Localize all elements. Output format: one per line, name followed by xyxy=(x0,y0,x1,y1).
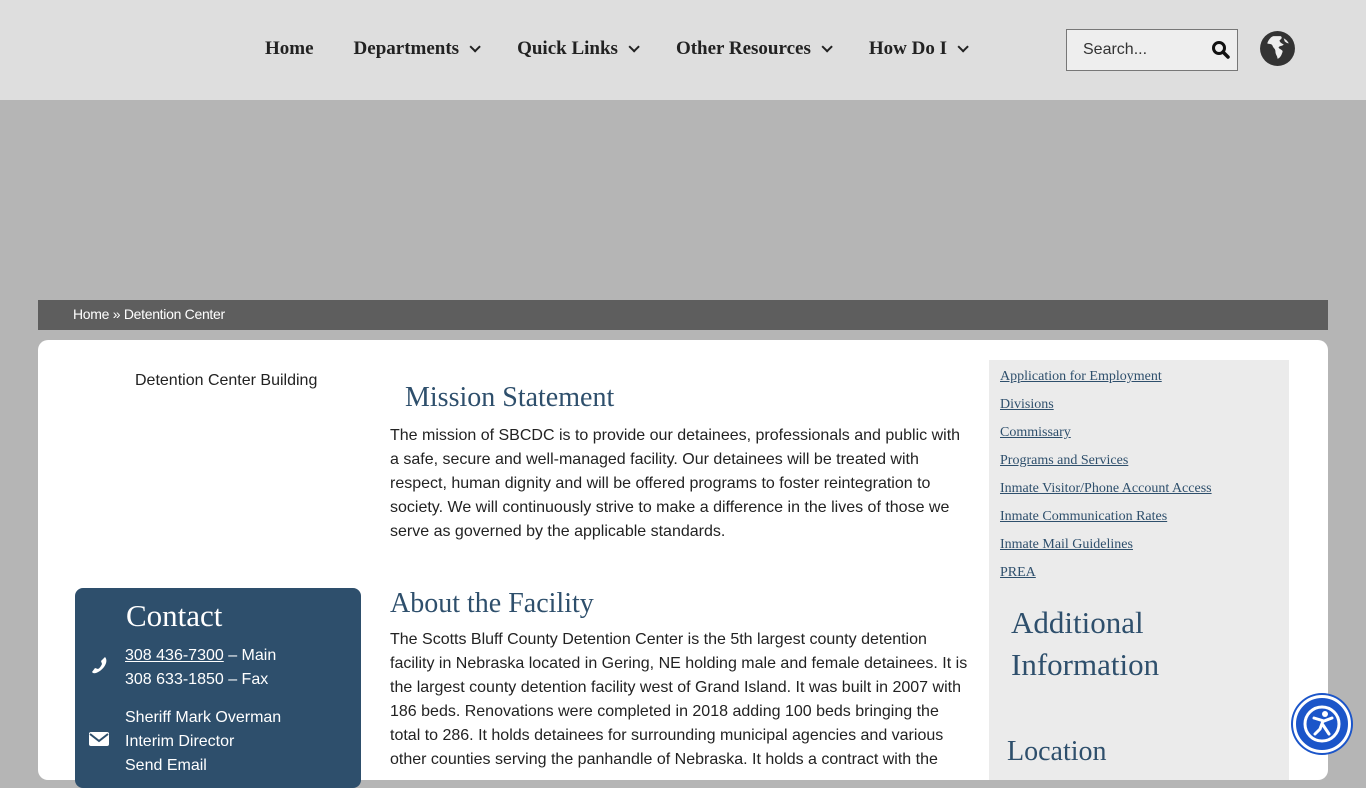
director-role: Interim Director xyxy=(125,733,235,750)
nav-how-do-i[interactable] xyxy=(869,38,965,60)
sidebar-link[interactable]: Application for Employment xyxy=(1000,369,1162,384)
breadcrumb-current: Detention Center xyxy=(123,306,225,322)
sidebar-link[interactable]: Commissary xyxy=(1000,425,1071,440)
contact-box xyxy=(75,588,361,788)
accessibility-icon xyxy=(1296,698,1348,750)
search-input[interactable] xyxy=(1066,29,1238,71)
main-nav xyxy=(265,38,1005,60)
nav-other-resources[interactable] xyxy=(676,38,829,60)
chevron-down-icon xyxy=(470,41,481,52)
search-icon[interactable] xyxy=(1211,40,1231,60)
breadcrumb-home-link[interactable]: Home xyxy=(73,306,110,322)
fax-number: 308 633-1850 – Fax xyxy=(125,671,269,688)
envelope-icon xyxy=(89,731,109,747)
main-phone-link[interactable]: 308 436-7300 xyxy=(125,647,224,664)
globe-icon[interactable] xyxy=(1259,30,1296,67)
nav-label: How Do I xyxy=(868,38,947,59)
send-email-link[interactable]: Send Email xyxy=(125,757,207,774)
sidebar-link[interactable]: Divisions xyxy=(1000,397,1054,412)
sidebar xyxy=(989,360,1289,780)
mission-title: Mission Statement xyxy=(405,382,615,413)
nav-label: Departments xyxy=(353,38,460,59)
nav-quick-links[interactable] xyxy=(517,38,636,60)
chevron-down-icon xyxy=(957,41,968,52)
sidebar-link[interactable]: Inmate Mail Guidelines xyxy=(1000,537,1133,552)
nav-home[interactable] xyxy=(265,38,314,60)
sidebar-link[interactable]: Inmate Visitor/Phone Account Access xyxy=(1000,481,1212,496)
about-text: The Scotts Bluff County Detention Center is the 5th largest county detention facility in Nebraska located in Gering, NE holding male and female detainees. It is the largest county detention facility west of Grand Island. It was built in 2007 with 186 beds. Renovations were completed in 2018 adding 100 beds bringing the total to 286. It holds detainees for surrounding municipal agencies and various other counties serving the panhandle of Nebraska. It holds a contract with the xyxy=(390,631,968,768)
sidebar-link[interactable]: Programs and Services xyxy=(1000,453,1129,468)
image-alt-text: Detention Center Building xyxy=(135,372,318,389)
chevron-down-icon xyxy=(821,41,832,52)
site-header xyxy=(0,0,1366,100)
additional-info-heading: Additional Information xyxy=(1011,605,1160,682)
breadcrumb xyxy=(38,300,1328,330)
mission-section xyxy=(390,382,970,544)
nav-label: Quick Links xyxy=(517,38,618,59)
about-title: About the Facility xyxy=(390,592,594,619)
contact-title: Contact xyxy=(126,598,223,633)
nav-label: Other Resources xyxy=(675,38,811,59)
nav-departments[interactable] xyxy=(354,38,478,60)
breadcrumb-separator: » xyxy=(109,306,124,322)
accessibility-button[interactable] xyxy=(1293,695,1351,753)
mission-text: The mission of SBCDC is to provide our detainees, professionals and public with a safe, secure and well-managed facility. Our detainees will be treated with respect, human dignity and will be offered programs to foster reintegration to society. We will continuously strive to make a difference in the lives of those we serve as governed by the applicable standards. xyxy=(390,427,961,540)
director-name: Sheriff Mark Overman xyxy=(125,709,282,726)
nav-label: Home xyxy=(265,38,314,59)
search-placeholder: Search... xyxy=(1083,41,1148,58)
phone-icon xyxy=(89,655,109,675)
detention-center-image xyxy=(75,372,317,390)
main-phone-label: – Main xyxy=(223,647,277,664)
chevron-down-icon xyxy=(628,41,639,52)
sidebar-link[interactable]: PREA xyxy=(1000,565,1036,580)
location-heading: Location xyxy=(1007,736,1107,767)
sidebar-link[interactable]: Inmate Communication Rates xyxy=(1000,509,1168,524)
about-section xyxy=(390,592,970,768)
